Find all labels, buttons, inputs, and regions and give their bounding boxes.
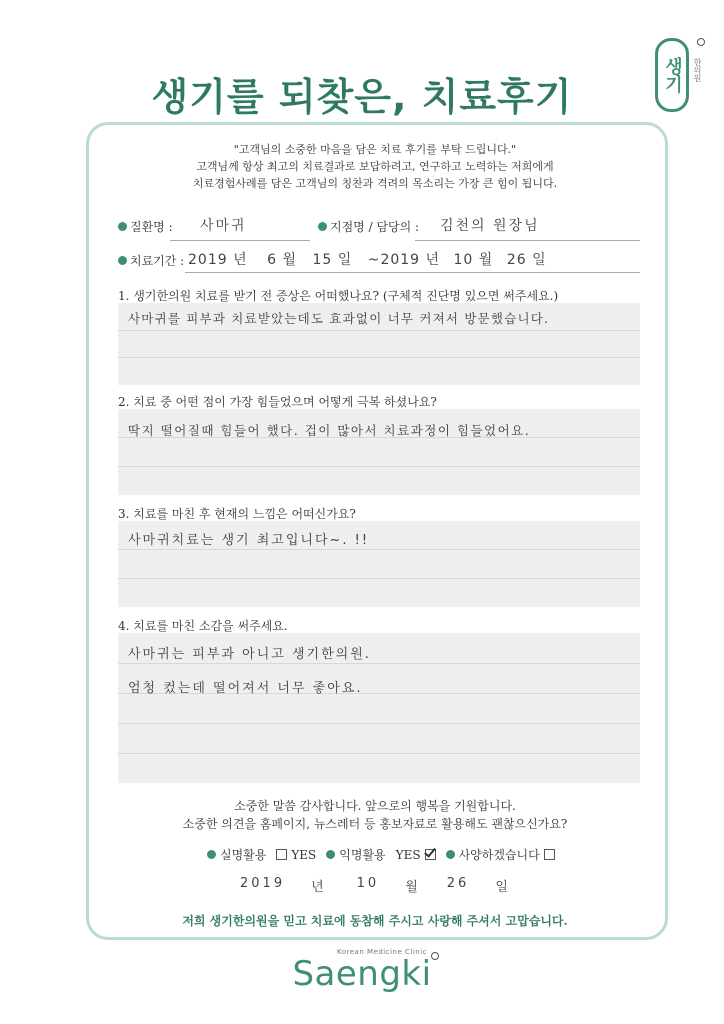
answer-4-line-2: 엄청 컸는데 떨어져서 너무 좋아요. — [128, 681, 363, 696]
brand-logo — [0, 948, 724, 994]
page-title: 생기를 되찾은, 치료후기 — [151, 75, 573, 119]
closing-text — [110, 797, 640, 833]
bullet-dot-icon — [118, 256, 127, 265]
question-1: 1. 생기한의원 치료를 받기 전 증상은 어떠했나요? (구체적 진단명 있으면 써주세요.) — [118, 289, 559, 303]
signature-date[interactable]: 2019 년 10 월 26 일 — [240, 876, 511, 895]
anon-label: 익명활용 — [339, 848, 386, 862]
branch-underline — [415, 240, 640, 241]
answer-box-2[interactable] — [118, 409, 640, 495]
answer-box-4[interactable] — [118, 633, 640, 783]
consent-row — [207, 846, 555, 863]
intro-line-2: 고객님께 항상 최고의 치료결과로 보답하려고, 연구하고 노력하는 저희에게 — [196, 160, 554, 173]
answer-box-1[interactable] — [118, 303, 640, 385]
intro-line-3: 치료경험사례를 담은 고객님의 칭찬과 격려의 목소리는 가장 큰 힘이 됩니다. — [192, 177, 558, 190]
real-name-yes-checkbox[interactable] — [276, 849, 287, 860]
brand-name: Saengki — [292, 954, 432, 994]
disease-label: 질환명 : — [118, 218, 173, 235]
branch-field[interactable]: 김천의 원장님 — [440, 218, 540, 234]
closing-line-2: 소중한 의견을 홈페이지, 뉴스레터 등 홍보자료로 활용해도 괜찮으신가요? — [182, 817, 568, 831]
anon-yes-label: YES — [395, 847, 421, 862]
period-label: 치료기간 : — [118, 252, 184, 269]
saengki-logo — [655, 38, 689, 112]
real-name-label: 실명활용 — [220, 848, 267, 862]
period-underline — [185, 272, 640, 273]
question-4: 4. 치료를 마친 소감을 써주세요. — [118, 619, 288, 633]
answer-2-line-1: 딱지 떨어질때 힘들어 했다. 겁이 많아서 치료과정이 힘들었어요. — [128, 423, 531, 438]
disease-field[interactable]: 사마귀 — [200, 218, 247, 234]
logo-text: 생기 — [662, 57, 683, 93]
decline-checkbox[interactable] — [544, 849, 555, 860]
answer-4-line-1: 사마귀는 피부과 아니고 생기한의원. — [128, 647, 371, 662]
logo-side-text: 한의원 — [693, 58, 702, 82]
closing-line-1: 소중한 말씀 감사합니다. 앞으로의 행복을 기원합니다. — [234, 799, 516, 813]
disease-underline — [170, 240, 310, 241]
answer-1-line-1: 사마귀를 피부과 치료받았는데도 효과없이 너무 커져서 방문했습니다. — [128, 311, 550, 326]
answer-box-3[interactable] — [118, 521, 640, 607]
bullet-dot-icon — [446, 850, 455, 859]
answer-3-line-1: 사마귀치료는 생기 최고입니다~. !! — [128, 533, 370, 548]
branch-label: 지점명 / 담당의 : — [318, 218, 419, 235]
bullet-dot-icon — [118, 222, 127, 231]
real-name-yes-label: YES — [291, 847, 317, 862]
logo-dot-icon — [697, 38, 705, 46]
bullet-dot-icon — [207, 850, 216, 859]
footer-note: 저희 생기한의원을 믿고 치료에 동참해 주시고 사랑해 주셔서 고맙습니다. — [182, 914, 568, 928]
decline-label: 사양하겠습니다 — [458, 848, 540, 862]
intro-line-1: "고객님의 소중한 마음을 담은 치료 후기를 부탁 드립니다." — [233, 143, 517, 156]
question-2: 2. 치료 중 어떤 점이 가장 힘들었으며 어떻게 극복 하셨나요? — [118, 395, 437, 409]
brand-subtitle: Korean Medicine Clinic — [336, 948, 427, 956]
bullet-dot-icon — [326, 850, 335, 859]
period-field[interactable]: 2019 년 6 월 15 일 ~2019 년 10 월 26 일 — [188, 252, 547, 268]
intro-text — [110, 141, 640, 192]
brand-dot-icon — [431, 952, 439, 960]
bullet-dot-icon — [318, 222, 327, 231]
question-3: 3. 치료를 마친 후 현재의 느낌은 어떠신가요? — [118, 507, 356, 521]
anon-yes-checkbox[interactable] — [425, 849, 436, 860]
